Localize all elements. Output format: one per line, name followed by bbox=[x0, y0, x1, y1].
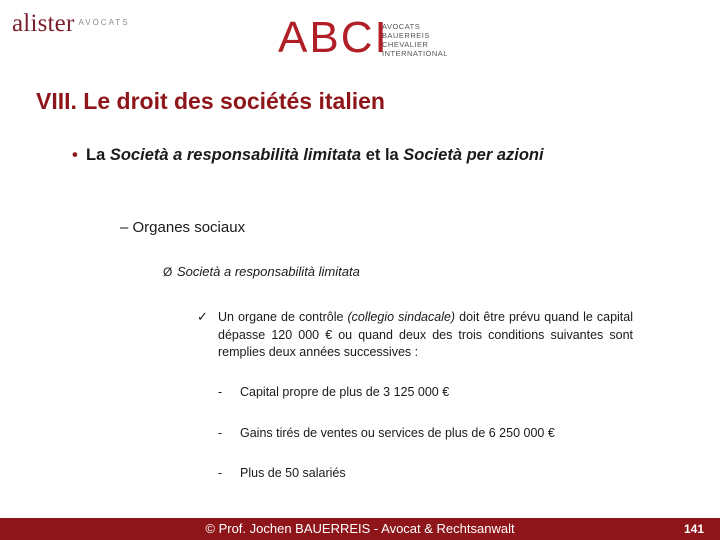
footer-copyright: © Prof. Jochen BAUERREIS - Avocat & Rechtsanwalt bbox=[205, 521, 515, 536]
bullet-level4-text bbox=[197, 309, 633, 362]
bullet-level2: – Organes sociaux bbox=[120, 219, 246, 236]
text-part: Un organe de contrôle bbox=[218, 310, 348, 324]
abci-logo-lines bbox=[382, 22, 448, 58]
dash-bullet: - bbox=[218, 385, 223, 399]
alister-logo-sub: AVOCATS bbox=[78, 18, 130, 27]
abci-logo-letters: ABCI bbox=[278, 13, 389, 62]
condition-item bbox=[218, 385, 449, 399]
alister-logo-word: alister bbox=[12, 10, 75, 37]
dash-bullet: - bbox=[218, 426, 223, 440]
italic-term: Società a responsabilità limitata bbox=[109, 146, 362, 164]
arrow-bullet-icon: Ø bbox=[163, 265, 173, 279]
bullet-level1-text bbox=[72, 144, 612, 166]
bullet-level1 bbox=[72, 144, 612, 166]
abci-logo-line: AVOCATS bbox=[382, 22, 421, 31]
abci-logo-line: INTERNATIONAL bbox=[382, 49, 448, 58]
bullet-level4 bbox=[197, 309, 633, 362]
bullet-level3 bbox=[163, 264, 360, 279]
abci-logo-line: CHEVALIER bbox=[382, 40, 429, 49]
bullet-level3-text: Società a responsabilità limitata bbox=[177, 264, 360, 279]
condition-text: Plus de 50 salariés bbox=[240, 466, 346, 480]
slide-title: VIII. Le droit des sociétés italien bbox=[36, 88, 385, 114]
page-number: 141 bbox=[683, 522, 704, 536]
footer-bar bbox=[0, 518, 720, 540]
bullet-dot-icon: • bbox=[72, 146, 78, 164]
italic-term: (collegio sindacale) bbox=[347, 310, 456, 324]
condition-text: Capital propre de plus de 3 125 000 € bbox=[240, 385, 450, 399]
italic-term: Società per azioni bbox=[403, 146, 544, 164]
abci-logo-line: BAUERREIS bbox=[382, 31, 430, 40]
text-part: La bbox=[86, 146, 110, 164]
condition-item bbox=[218, 466, 346, 480]
checkmark-icon: ✓ bbox=[197, 309, 208, 324]
text-part: doit être prévu quand le capital dépasse 120 000 € ou quand deux des trois conditions suivantes sont remplies deux années successives : bbox=[218, 310, 633, 359]
text-part: et la bbox=[361, 146, 404, 164]
condition-text: Gains tirés de ventes ou services de plus de 6 250 000 € bbox=[240, 426, 555, 440]
alister-logo bbox=[12, 10, 130, 38]
condition-item bbox=[218, 426, 555, 440]
dash-bullet: - bbox=[218, 466, 223, 480]
